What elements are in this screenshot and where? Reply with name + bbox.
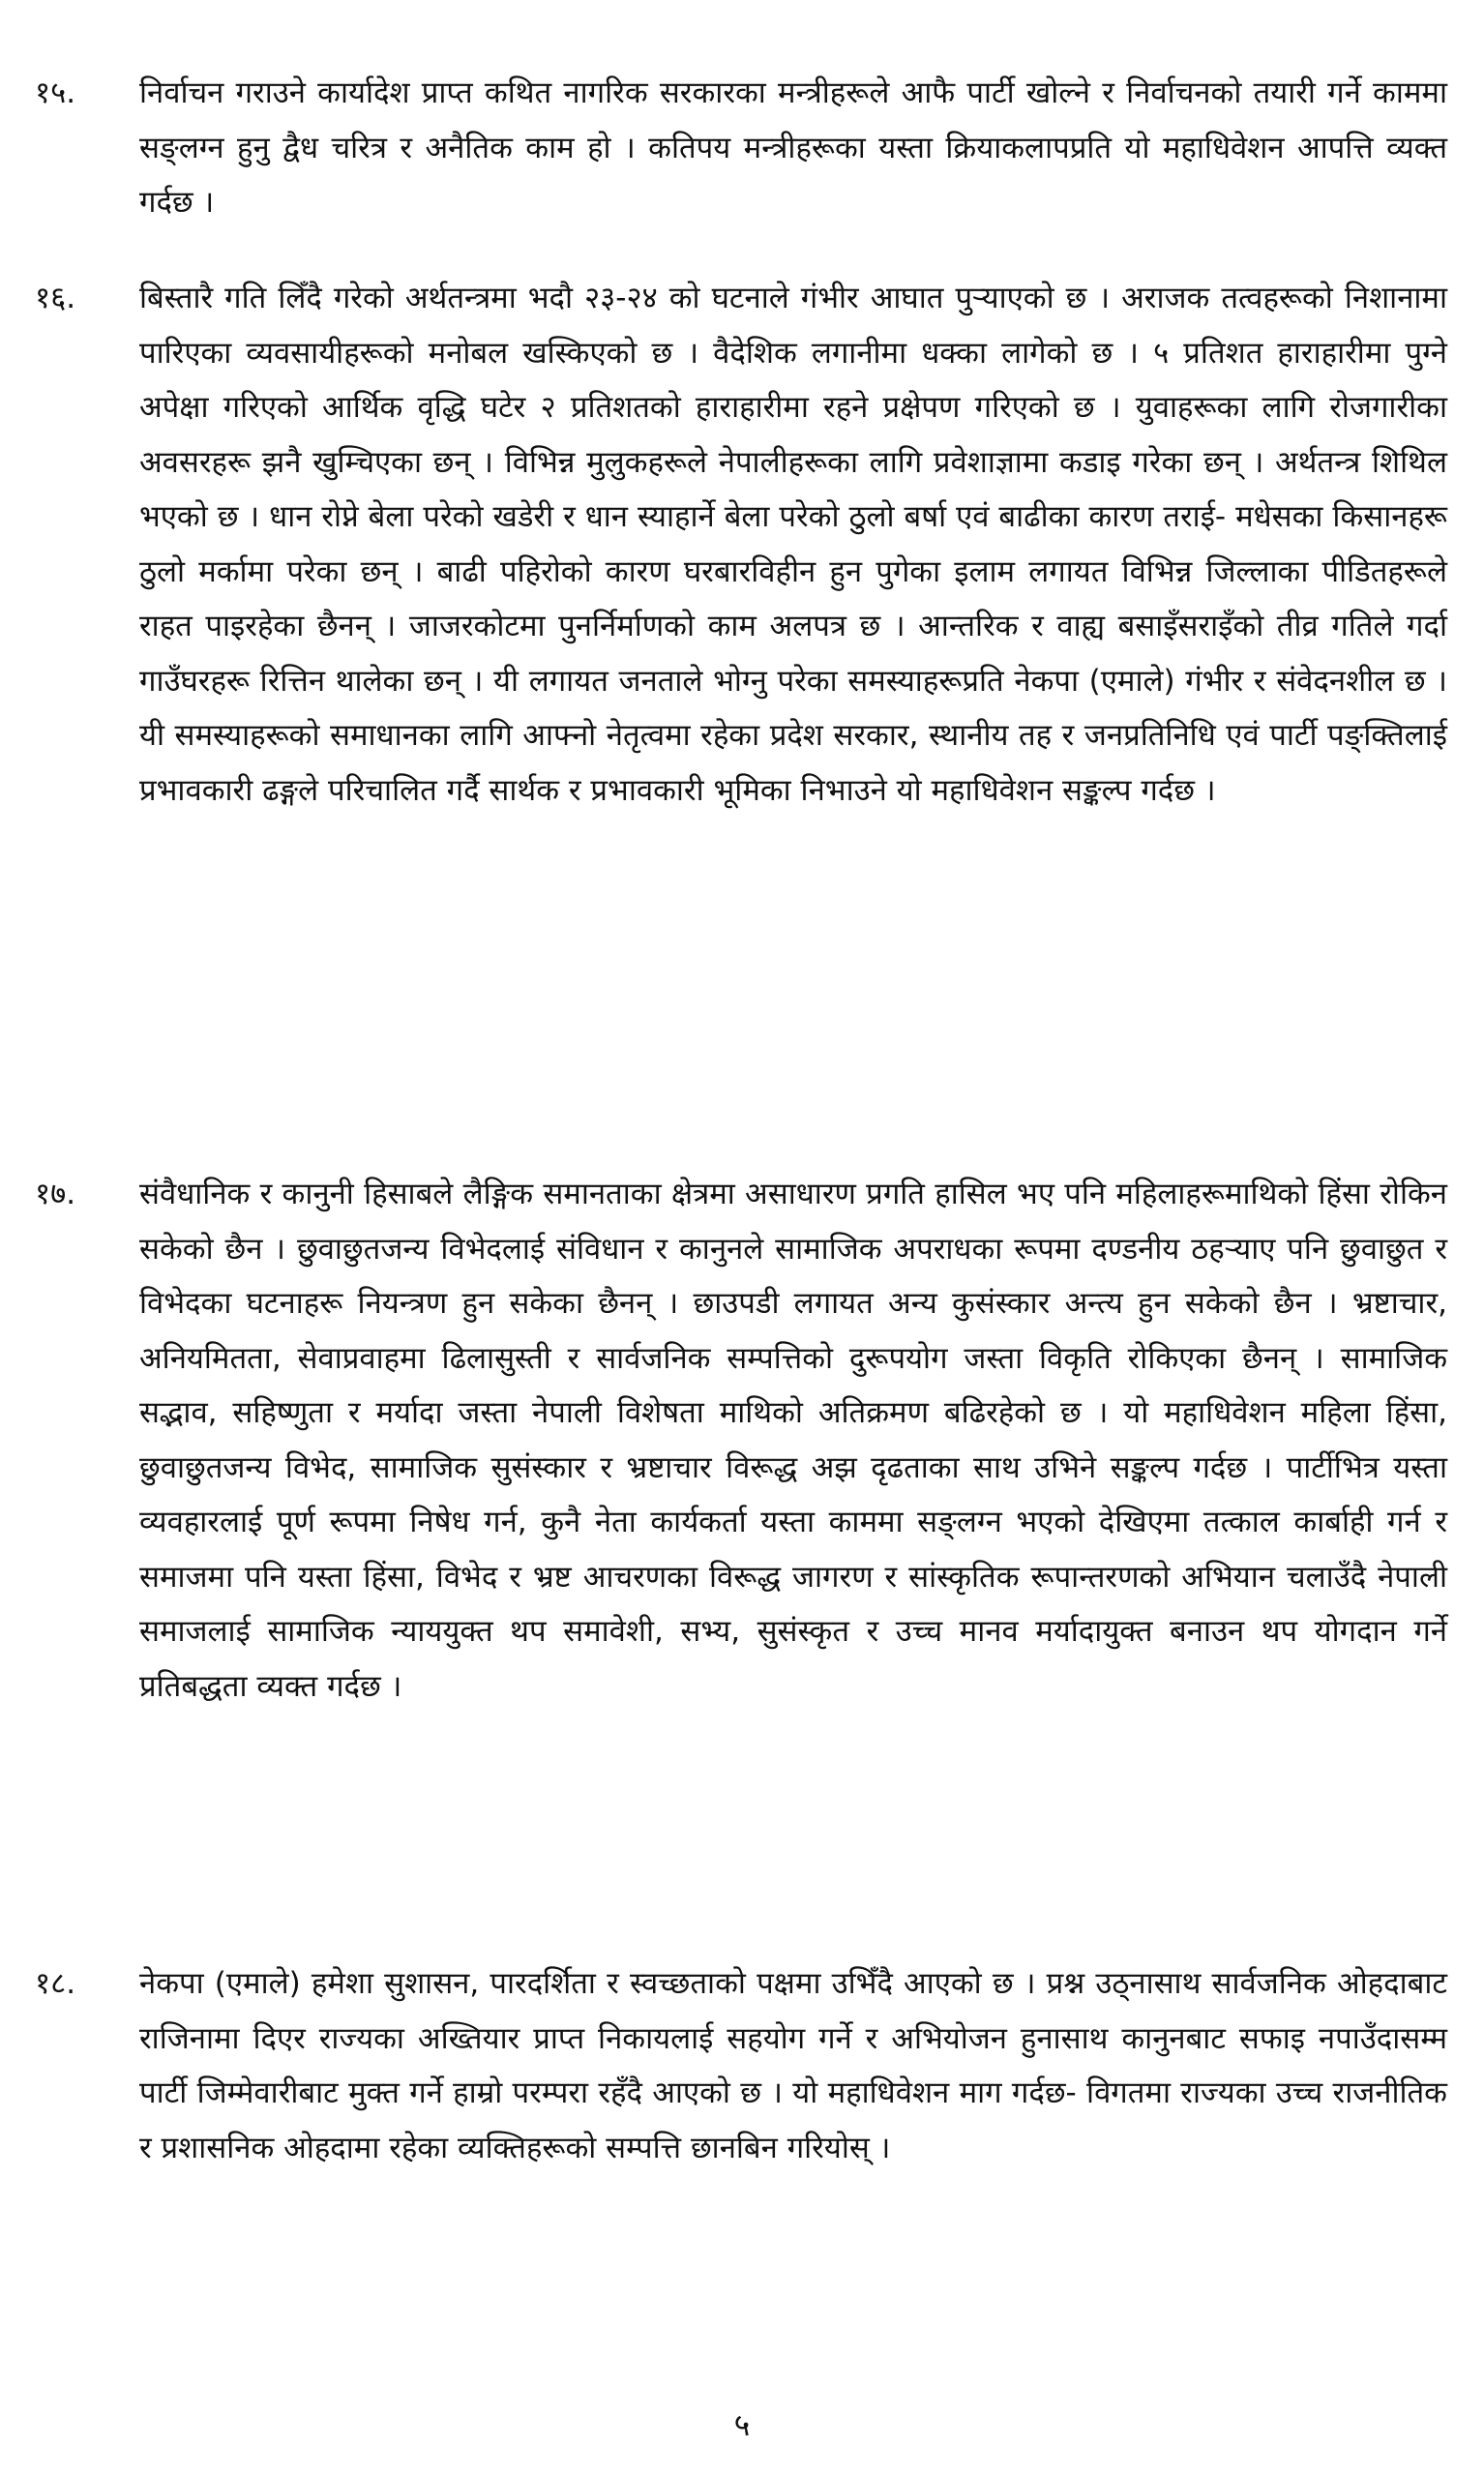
paragraph-number: १८. <box>35 1966 76 2001</box>
paragraph-text: संवैधानिक र कानुनी हिसाबले लैङ्गिक समानताका क्षेत्रमा असाधारण प्रगति हासिल भए पनि महिलाहरूमाथिको हिंसा रोकिन सकेको छैन । छुवाछुतजन्य विभेदलाई संविधान र कानुनले सामाजिक अपराधका रूपमा दण्डनीय ठहऱ्याए पनि छुवाछुत र विभेदका घटनाहरू नियन्त्रण हुन सकेका छैनन् । छाउपडी लगायत अन्य कुसंस्कार अन्त्य हुन सकेको छैन । भ्रष्टाचार, अनियमितता, सेवाप्रवाहमा ढिलासुस्ती र सार्वजनिक सम्पत्तिको दुरूपयोग जस्ता विकृति रोकिएका छैनन् । सामाजिक सद्भाव, सहिष्णुता र मर्यादा जस्ता नेपाली विशेषता माथिको अतिक्रमण बढिरहेको छ । यो महाधिवेशन महिला हिंसा, छुवाछुतजन्य विभेद, सामाजिक सुसंस्कार र भ्रष्टाचार विरूद्ध अझ दृढताका साथ उभिने सङ्कल्प गर्दछ । पार्टीभित्र यस्ता व्यवहारलाई पूर्ण रूपमा निषेध गर्न, कुनै नेता कार्यकर्ता यस्ता काममा सङ्लग्न भएको देखिएमा तत्काल कार्बाही गर्न र समाजमा पनि यस्ता हिंसा, विभेद र भ्रष्ट आचरणका विरूद्ध जागरण र सांस्कृतिक रूपान्तरणको अभियान चलाउँदै नेपाली समाजलाई सामाजिक न्याययुक्त थप समावेशी, सभ्य, सुसंस्कृत र उच्च मानव मर्यादायुक्त बनाउन थप योगदान गर्ने प्रतिबद्धता व्यक्त गर्दछ । <box>139 1177 1447 1704</box>
paragraph-text: नेकपा (एमाले) हमेशा सुशासन, पारदर्शिता र स्वच्छताको पक्षमा उभिँदै आएको छ । प्रश्न उठ्नासाथ सार्वजनिक ओहदाबाट राजिनामा दिएर राज्यका अख्तियार प्राप्त निकायलाई सहयोग गर्ने र अभियोजन हुनासाथ कानुनबाट सफाइ नपाउँदासम्म पार्टी जिम्मेवारीबाट मुक्त गर्ने हाम्रो परम्परा रहँदै आएको छ । यो महाधिवेशन माग गर्दछ- विगतमा राज्यका उच्च राजनीतिक र प्रशासनिक ओहदामा रहेका व्यक्तिहरूको सम्पत्ति छानबिन गरियोस् । <box>139 1966 1447 2165</box>
paragraph-text: निर्वाचन गराउने कार्यादेश प्राप्त कथित नागरिक सरकारका मन्त्रीहरूले आफै पार्टी खोल्ने र निर्वाचनको तयारी गर्ने काममा सङ्लग्न हुनु द्वैध चरित्र र अनैतिक काम हो । कतिपय मन्त्रीहरूका यस्ता क्रियाकलापप्रति यो महाधिवेशन आपत्ति व्यक्त गर्दछ । <box>139 75 1447 220</box>
paragraph-18 <box>35 1956 1447 2175</box>
paragraph-16 <box>35 271 1447 818</box>
paragraph-17 <box>35 1167 1447 1714</box>
paragraph-text: बिस्तारै गति लिँदै गरेको अर्थतन्त्रमा भदौ २३-२४ को घटनाले गंभीर आघात पुर्‍याएको छ । अराजक तत्वहरूको निशानामा पारिएका व्यवसायीहरूको मनोबल खस्किएको छ । वैदेशिक लगानीमा धक्का लागेको छ । ५ प्रतिशत हाराहारीमा पुग्ने अपेक्षा गरिएको आर्थिक वृद्धि घटेर २ प्रतिशतको हाराहारीमा रहने प्रक्षेपण गरिएको छ । युवाहरूका लागि रोजगारीका अवसरहरू झनै खुम्चिएका छन् । विभिन्न मुलुकहरूले नेपालीहरूका लागि प्रवेशाज्ञामा कडाइ गरेका छन् । अर्थतन्त्र शिथिल भएको छ । धान रोप्ने बेला परेको खडेरी र धान स्याहार्ने बेला परेको ठुलो बर्षा एवं बाढीका कारण तराई- मधेसका किसानहरू ठुलो मर्कामा परेका छन् । बाढी पहिरोको कारण घरबारविहीन हुन पुगेका इलाम लगायत विभिन्न जिल्लाका पीडितहरूले राहत पाइरहेका छैनन् । जाजरकोटमा पुनर्निर्माणको काम अलपत्र छ । आन्तरिक र वाह्य बसाइँसराइँको तीव्र गतिले गर्दा गाउँघरहरू रित्तिन थालेका छन् । यी लगायत जनताले भोग्नु परेका समस्याहरूप्रति नेकपा (एमाले) गंभीर र संवेदनशील छ । यी समस्याहरूको समाधानका लागि आफ्नो नेतृत्वमा रहेका प्रदेश सरकार, स्थानीय तह र जनप्रतिनिधि एवं पार्टी पङ्क्तिलाई प्रभावकारी ढङ्गले परिचालित गर्दै सार्थक र प्रभावकारी भूमिका निभाउने यो महाधिवेशन सङ्कल्प गर्दछ । <box>139 281 1447 808</box>
paragraph-15 <box>35 66 1447 230</box>
paragraph-number: १६. <box>35 281 76 315</box>
page-number: ५ <box>733 2406 751 2443</box>
paragraph-number: १५. <box>35 75 76 110</box>
paragraph-number: १७. <box>35 1177 76 1211</box>
